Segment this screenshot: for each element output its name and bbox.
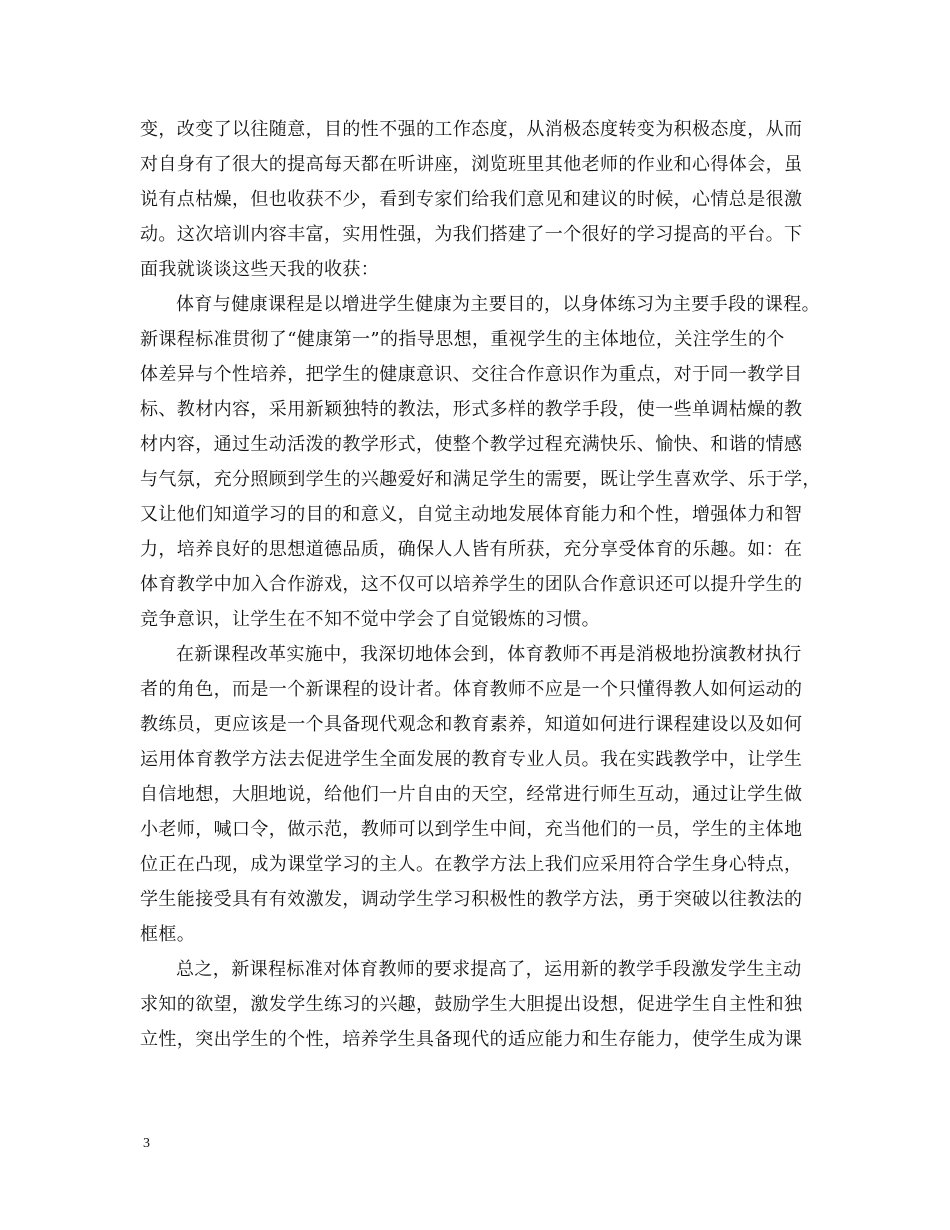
text-line: 在新课程改革实施中，我深切地体会到，体育教师不再是消极地扮演教材执行 — [176, 644, 802, 665]
document-body — [140, 112, 821, 1057]
paragraph-3 — [140, 637, 812, 952]
text-line: 运用体育教学方法去促进学生全面发展的教育专业人员。我在实践教学中，让学生 — [140, 749, 803, 770]
text-line: 对自身有了很大的提高每天都在听讲座，浏览班里其他老师的作业和心得体会，虽 — [140, 154, 803, 175]
text-line: 体育教学中加入合作游戏，这不仅可以培养学生的团队合作意识还可以提升学生的 — [140, 574, 803, 595]
text-line: 动。这次培训内容丰富，实用性强，为我们搭建了一个很好的学习提高的平台。下 — [140, 224, 803, 245]
text-line: 又让他们知道学习的目的和意义，自觉主动地发展体育能力和个性，增强体力和智 — [140, 504, 803, 525]
text-line: 竞争意识，让学生在不知不觉中学会了自觉锻炼的习惯。 — [140, 609, 600, 630]
text-line: 力，培养良好的思想道德品质，确保人人皆有所获，充分享受体育的乐趣。如：在 — [140, 539, 803, 560]
text-line: 材内容，通过生动活泼的教学形式，使整个教学过程充满快乐、愉快、和谐的情感 — [140, 434, 803, 455]
text-line: 说有点枯燥，但也收获不少，看到专家们给我们意见和建议的时候，心情总是很激 — [140, 189, 803, 210]
text-line: 教练员，更应该是一个具备现代观念和教育素养，知道如何进行课程建设以及如何 — [140, 714, 803, 735]
text-line: 与气氛，充分照顾到学生的兴趣爱好和满足学生的需要，既让学生喜欢学、乐于学， — [140, 469, 821, 490]
page-number: 3 — [143, 1136, 150, 1151]
paragraph-1 — [140, 112, 812, 287]
text-line: 体差异与个性培养，把学生的健康意识、交往合作意识作为重点，对于同一教学目 — [140, 364, 803, 385]
text-line: 标、教材内容，采用新颖独特的教法，形式多样的教学手段，使一些单调枯燥的教 — [140, 399, 803, 420]
paragraph-4 — [140, 952, 812, 1057]
text-line: 学生能接受具有有效激发，调动学生学习积极性的教学方法，勇于突破以往教法的 — [140, 889, 803, 910]
text-line: 自信地想，大胆地说，给他们一片自由的天空，经常进行师生互动，通过让学生做 — [140, 784, 803, 805]
text-line: 者的角色，而是一个新课程的设计者。体育教师不应是一个只懂得教人如何运动的 — [140, 679, 803, 700]
text-line: 求知的欲望，激发学生练习的兴趣，鼓励学生大胆提出设想，促进学生自主性和独 — [140, 994, 803, 1015]
text-line: 位正在凸现，成为课堂学习的主人。在教学方法上我们应采用符合学生身心特点， — [140, 854, 803, 875]
text-line: 总之，新课程标准对体育教师的要求提高了，运用新的教学手段激发学生主动 — [176, 959, 802, 980]
text-line: 变，改变了以往随意，目的性不强的工作态度，从消极态度转变为积极态度，从而 — [140, 119, 803, 140]
text-line: 小老师，喊口令，做示范，教师可以到学生中间，充当他们的一员，学生的主体地 — [140, 819, 803, 840]
text-line: 面我就谈谈这些天我的收获： — [140, 259, 380, 280]
text-line: 立性，突出学生的个性，培养学生具备现代的适应能力和生存能力，使学生成为课 — [140, 1029, 803, 1050]
text-line: 新课程标准贯彻了“健康第一”的指导思想，重视学生的主体地位，关注学生的个 — [140, 329, 785, 350]
paragraph-2 — [140, 287, 821, 637]
text-line: 体育与健康课程是以增进学生健康为主要目的，以身体练习为主要手段的课程。 — [176, 294, 820, 315]
text-line: 框框。 — [140, 924, 196, 945]
